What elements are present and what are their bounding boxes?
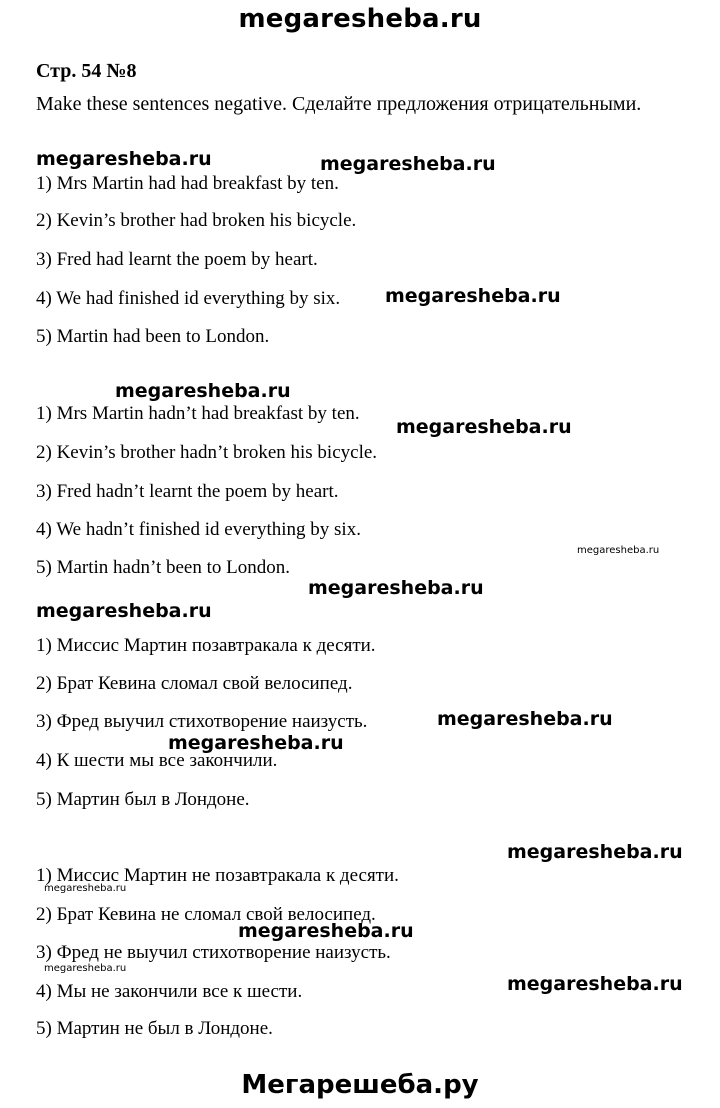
sentence-line: 3) Фред выучил стихотворение наизусть.: [36, 711, 368, 732]
watermark: megaresheba.ru: [320, 153, 496, 175]
watermark: megaresheba.ru: [507, 973, 683, 995]
sentence-line: 4) We hadn’t finished id everything by six.: [36, 519, 361, 540]
sentence-line: 2) Kevin’s brother had broken his bicycle.: [36, 210, 357, 231]
watermark: megaresheba.ru: [238, 920, 414, 942]
sentence-line: 4) К шести мы все закончили.: [36, 750, 278, 771]
watermark-small: megaresheba.ru: [44, 963, 127, 974]
watermark: megaresheba.ru: [115, 380, 291, 402]
site-header: megaresheba.ru: [238, 4, 482, 34]
sentence-line: 2) Брат Кевина сломал свой велосипед.: [36, 673, 353, 694]
watermark-small: megaresheba.ru: [44, 883, 127, 894]
sentence-line: 2) Брат Кевина не сломал свой велосипед.: [36, 904, 376, 925]
sentence-line: 4) Мы не закончили все к шести.: [36, 981, 303, 1002]
task-instruction: Make these sentences negative. Сделайте предложения отрицательными.: [36, 93, 642, 115]
sentence-line: 2) Kevin’s brother hadn’t broken his bicycle.: [36, 442, 378, 463]
watermark-small: megaresheba.ru: [577, 545, 660, 556]
watermark: megaresheba.ru: [507, 841, 683, 863]
sentence-line: 3) Fred had learnt the poem by heart.: [36, 249, 318, 270]
watermark: megaresheba.ru: [36, 148, 212, 170]
sentence-line: 3) Фред не выучил стихотворение наизусть.: [36, 942, 391, 963]
sentence-line: 1) Mrs Martin had had breakfast by ten.: [36, 173, 339, 194]
watermark: megaresheba.ru: [168, 732, 344, 754]
task-title: Стр. 54 №8: [36, 60, 137, 82]
watermark: megaresheba.ru: [36, 600, 212, 622]
site-footer: Мегарешеба.ру: [241, 1070, 479, 1100]
sentence-line: 1) Mrs Martin hadn’t had breakfast by ten.: [36, 403, 360, 424]
watermark: megaresheba.ru: [308, 577, 484, 599]
watermark: megaresheba.ru: [385, 285, 561, 307]
watermark: megaresheba.ru: [396, 416, 572, 438]
sentence-line: 1) Миссис Мартин позавтракала к десяти.: [36, 635, 376, 656]
sentence-line: 5) Martin had been to London.: [36, 326, 270, 347]
sentence-line: 5) Мартин был в Лондоне.: [36, 789, 250, 810]
sentence-line: 5) Martin hadn’t been to London.: [36, 557, 290, 578]
sentence-line: 5) Мартин не был в Лондоне.: [36, 1018, 273, 1039]
sentence-line: 3) Fred hadn’t learnt the poem by heart.: [36, 481, 339, 502]
sentence-line: 4) We had finished id everything by six.: [36, 288, 341, 309]
sentence-line: 1) Миссис Мартин не позавтракала к десяти.: [36, 865, 399, 886]
watermark: megaresheba.ru: [437, 708, 613, 730]
